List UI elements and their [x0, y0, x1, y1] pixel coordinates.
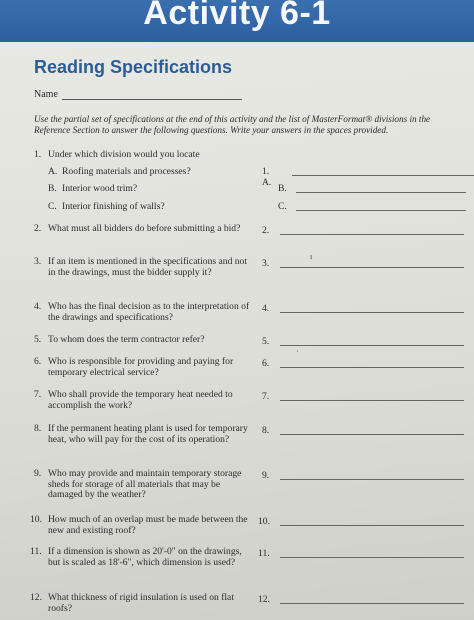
question-text: If an item is mentioned in the specifications and not in the drawings, must the bidder supply it?: [48, 256, 248, 278]
question-number: 3.: [34, 256, 42, 267]
answer-line[interactable]: [280, 312, 464, 313]
answer-line[interactable]: [280, 434, 464, 435]
answer-label: 11.: [258, 548, 270, 559]
name-label: Name: [34, 89, 58, 100]
question-text: Who has the final decision as to the interpretation of the drawings and specifications?: [48, 301, 250, 323]
answer-line[interactable]: [280, 267, 464, 268]
question-text: What thickness of rigid insulation is used on flat roofs?: [48, 592, 234, 614]
answer-line[interactable]: [280, 525, 464, 526]
answer-label: 10.: [258, 516, 270, 527]
answer-line[interactable]: [280, 400, 464, 401]
answer-label: 3.: [262, 258, 270, 269]
question-number: 4.: [34, 301, 42, 312]
answer-line[interactable]: [280, 345, 464, 346]
question-text: How much of an overlap must be made between the new and existing roof?: [48, 514, 248, 536]
answer-line[interactable]: [296, 192, 466, 193]
sub-text: Interior finishing of walls?: [62, 201, 165, 212]
answer-label: 8.: [262, 425, 270, 436]
question-text: Under which division would you locate: [48, 149, 200, 160]
answer-line[interactable]: [296, 210, 466, 211]
question-text: Who shall provide the temporary heat needed to accomplish the work?: [48, 389, 233, 411]
activity-title: Activity 6-1: [143, 0, 331, 32]
instructions: Use the partial set of specifications at the end of this activity and the list of MasterFormat® divisions in the Reference Section to answer the following questions. Write your answers in the spaces provided.: [34, 114, 431, 135]
answer-line[interactable]: [280, 234, 464, 235]
answer-line[interactable]: [280, 603, 464, 604]
stray-mark: ı: [310, 252, 313, 261]
answer-line[interactable]: [280, 367, 464, 368]
answer-label: 4.: [262, 303, 270, 314]
question-text: If a dimension is shown as 20'-0" on the drawings, but is scaled as 18'-6", which dimension is used?: [48, 546, 242, 568]
answer-label: 6.: [262, 358, 270, 369]
question-number: 10.: [30, 514, 42, 525]
answer-label: C.: [278, 201, 287, 212]
sub-text: Interior wood trim?: [62, 183, 138, 194]
answer-label: 9.: [262, 470, 270, 481]
question-number: 2.: [34, 223, 42, 234]
answer-line[interactable]: [292, 175, 474, 176]
question-text: If the permanent heating plant is used for temporary heat, who will pay for the cost of its operation?: [48, 423, 248, 445]
answer-label: 5.: [262, 336, 270, 347]
answer-label: 1. A.: [262, 166, 272, 188]
answer-label: 12.: [258, 594, 270, 605]
question-number: 6.: [34, 356, 42, 367]
sub-text: Roofing materials and processes?: [62, 166, 191, 177]
stray-mark: ·: [296, 347, 299, 356]
sub-letter: C.: [48, 201, 57, 212]
question-text: Who may provide and maintain temporary storage sheds for storage of all materials that may be damaged by the weather?: [48, 468, 242, 500]
question-text: Who is responsible for providing and paying for temporary electrical service?: [48, 356, 234, 378]
question-number: 9.: [34, 468, 42, 479]
answer-label: 7.: [262, 391, 270, 402]
worksheet-heading: Reading Specifications: [34, 57, 233, 77]
question-number: 8.: [34, 423, 42, 434]
name-field[interactable]: [62, 99, 242, 100]
question-number: 12.: [30, 592, 42, 603]
answer-line[interactable]: [280, 479, 464, 480]
activity-banner: [0, 0, 474, 42]
answer-line[interactable]: [280, 557, 464, 558]
question-number: 5.: [34, 334, 42, 345]
question-text: What must all bidders do before submitting a bid?: [48, 223, 241, 234]
sub-letter: B.: [48, 183, 57, 194]
sub-letter: A.: [48, 166, 58, 177]
answer-label: B.: [278, 183, 287, 194]
question-number: 11.: [30, 546, 42, 557]
question-number: 1.: [34, 149, 42, 160]
question-number: 7.: [34, 389, 42, 400]
answer-label: 2.: [262, 225, 270, 236]
question-text: To whom does the term contractor refer?: [48, 334, 205, 345]
